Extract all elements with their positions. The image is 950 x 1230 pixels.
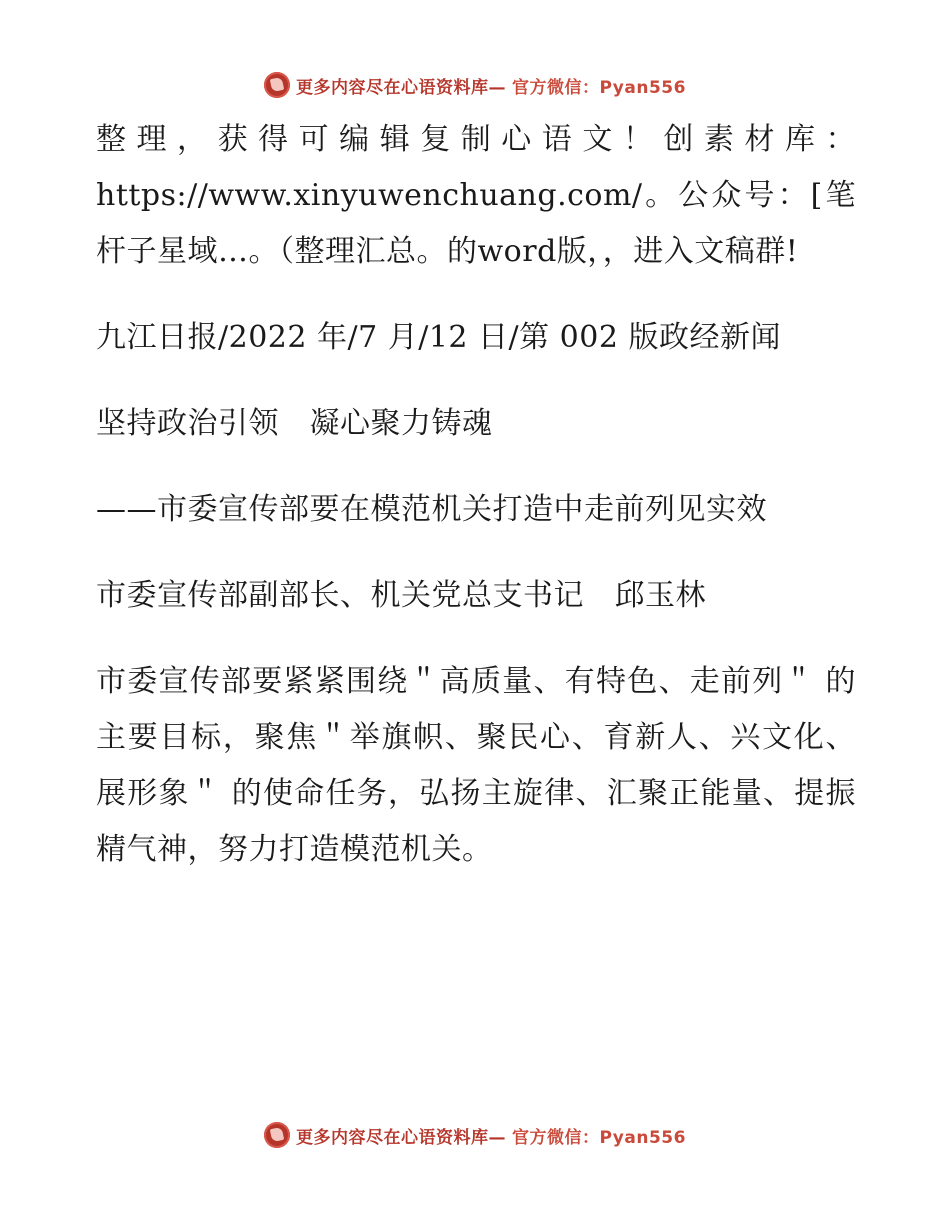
paragraph-byline: 市委宣传部副部长、机关党总支书记 邱玉林 [96,578,706,613]
seal-icon [264,72,290,98]
watermark-footer [0,1122,950,1148]
document-body [96,112,856,884]
seal-icon [264,1122,290,1148]
watermark-header [0,72,950,98]
watermark-sub-text: 官方微信：Pyan556 [512,77,686,98]
paragraph-body-1: 市委宣传部要紧紧围绕＂高质量、有特色、走前列＂ 的主要目标，聚焦＂举旗帜、聚民心、育新人、兴文化、展形象＂ 的使命任务，弘扬主旋律、汇聚正能量、提振精气神，努力打造模范机关。 [96,664,856,867]
paragraph-source-line: 九江日报/2022 年/7 月/12 日/第 002 版政经新闻 [96,320,781,355]
watermark-main-text: 更多内容尽在心语资料库— [296,1127,507,1148]
watermark-main-text: 更多内容尽在心语资料库— [296,77,507,98]
paragraph-subtitle: ——市委宣传部要在模范机关打造中走前列见实效 [96,492,767,527]
watermark-sub-text: 官方微信：Pyan556 [512,1127,686,1148]
paragraph-title: 坚持政治引领 凝心聚力铸魂 [96,406,493,441]
paragraph-intro-note: 整理，获得可编辑复制心语文！创素材库：https://www.xinyuwenchuang.com/。公众号：[笔杆子星域…。（整理汇总。的word版，，进入文稿群! [96,122,856,269]
